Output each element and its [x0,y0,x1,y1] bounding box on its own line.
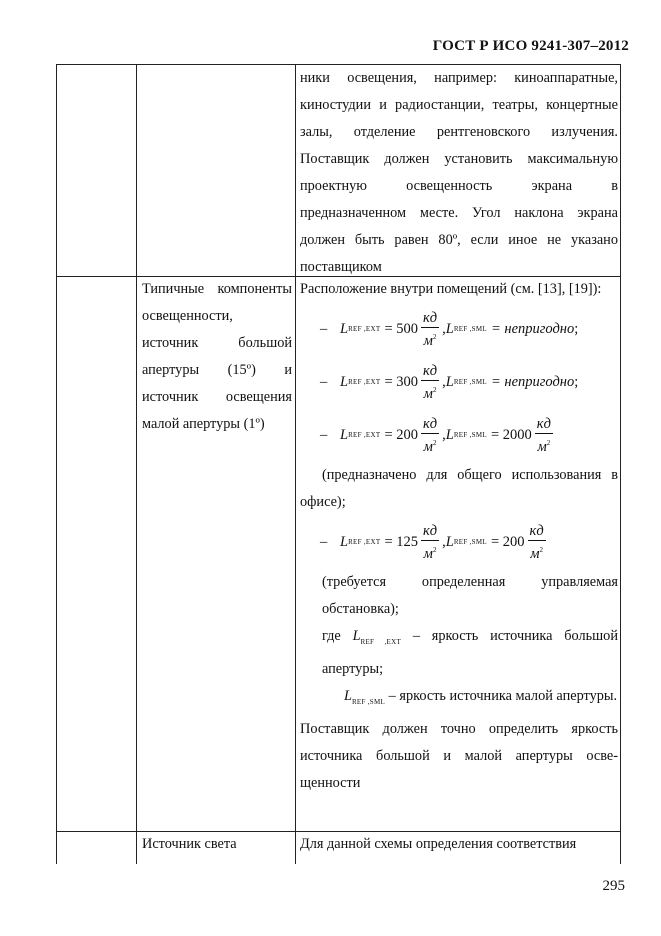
row2-requirements [300,276,618,797]
formula-1: – L REF ,EXT = 500 $\frac{кд}{м^2}$ , L REF ,SML = непригодно ; [320,310,579,349]
formula-2: – L REF ,EXT = 300 $\frac{кд}{м^2}$ , L REF ,SML = непригодно ; [320,363,579,402]
table-rule-left [56,64,57,864]
table-rule-col3 [295,64,296,864]
where-sml-definition: $L_{REF ,SML}$ – яркость источника малой апертуры. [344,688,618,706]
note-controlled: (требуется определенная управляемая обстановка); [322,574,618,617]
where-ext-definition: где $L_{REF ,EXT}$ – яркость источника большой апертуры; [322,628,618,677]
row1-description: ники освещения, например: киноаппаратные, киностудии и радиостанции, театры, концертные залы, отделение рентгеновского излучения. Поставщик должен установить максимальную проектную освещенность экрана в предназначенном месте. Угол наклона экрана должен быть равен 80º, если иное не указано поставщиком [300,70,618,275]
formula-4: – L REF ,EXT = 125 $\frac{кд}{м^2}$ , L REF ,SML = 200 $\frac{кд}{м^2}$ [320,523,544,562]
note-office: (предназначено для общего использования в офисе); [300,467,618,510]
row2-parameter: Типичные компоненты освещенности, источник большой апертуры (15º) и источник освещения малой апертуры (1º) [142,281,292,432]
table-rule-right [620,64,621,864]
intro-text: Расположение внутри помещений (см. [13], [19]): [300,281,602,297]
document-header: ГОСТ Р ИСО 9241-307–2012 [432,38,629,54]
row3-requirements: Для данной схемы определения соответствия [300,836,577,852]
row3-parameter: Источник света [142,836,237,852]
closing-text: Поставщик должен точно определить яркость источника большой и малой апертуры освещенности [300,721,618,791]
page-number: 295 [602,878,625,894]
formula-3: – L REF ,EXT = 200 $\frac{кд}{м^2}$ , L REF ,SML = 2000 $\frac{кд}{м^2}$ [320,416,551,455]
requirements-table [56,64,621,864]
table-rule-col2 [136,64,137,864]
